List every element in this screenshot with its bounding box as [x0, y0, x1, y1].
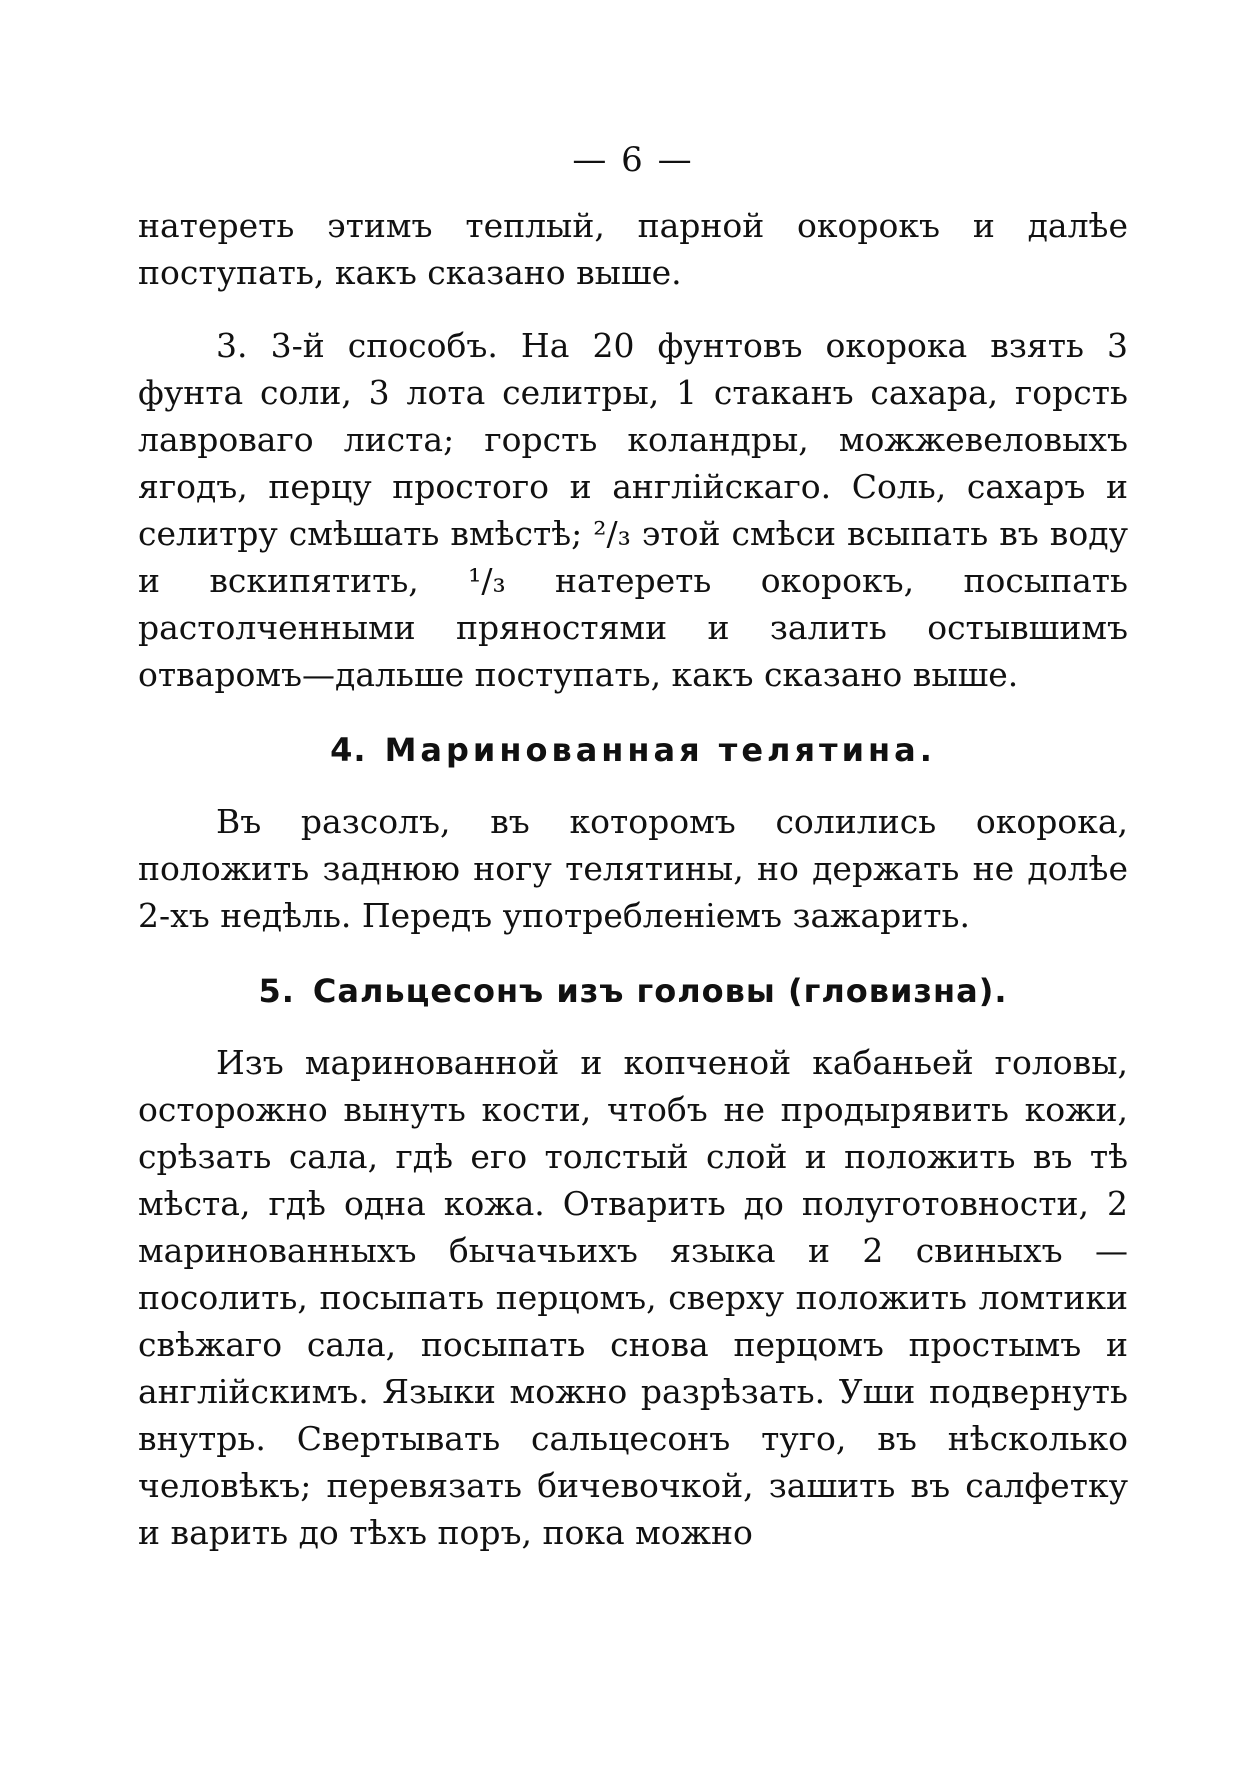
paragraph-third-method: 3. 3-й способъ. На 20 фунтовъ окорока взять 3 фунта соли, 3 лота селитры, 1 стаканъ сахара, горсть лавроваго листа; горсть коландры, можжевеловыхъ ягодъ, перцу простого и англійскаго. Соль, сахаръ и селитру смѣшать вмѣстѣ; ²/₃ этой смѣси всыпать въ воду и вскипятить, ¹/₃ натереть окорокъ, посыпать растолченными пряностями и залить остывшимъ отваромъ—дальше поступать, какъ сказано выше. — [138, 326, 1128, 694]
paragraph-continuation: натереть этимъ теплый, парной окорокъ и далѣе поступать, какъ сказано выше. — [138, 206, 1128, 292]
paragraph-marinated-veal: Въ разсолъ, въ которомъ солились окорока, положить заднюю ногу телятины, но держать не долѣе 2-хъ недѣль. Передъ употребленіемъ зажарить. — [138, 802, 1128, 935]
spacer — [138, 296, 1128, 322]
section-heading-marinated-veal — [138, 728, 1128, 772]
section-heading-head-cheese — [138, 969, 1128, 1013]
document-page — [138, 140, 1128, 1556]
section-title: Сальцесонъ изъ головы (гловизна). — [312, 972, 1008, 1010]
section-number: 5. — [258, 972, 295, 1010]
section-title: Маринованная телятина. — [384, 731, 936, 769]
page-number: — 6 — — [572, 140, 694, 180]
section-number: 4. — [330, 731, 367, 769]
paragraph-head-cheese: Изъ маринованной и копченой кабаньей головы, осторожно вынуть кости, чтобъ не продырявить кожи, срѣзать сала, гдѣ его толстый слой и положить въ тѣ мѣста, гдѣ одна кожа. Отварить до полуготовности, 2 маринованныхъ бычачьихъ языка и 2 свиныхъ —посолить, посыпать перцомъ, сверху положить ломтики свѣжаго сала, посыпать снова перцомъ простымъ и англійскимъ. Языки можно разрѣзать. Уши подвернуть внутрь. Свертывать сальцесонъ туго, въ нѣсколько человѣкъ; перевязать бичевочкой, зашить въ салфетку и варить до тѣхъ поръ, пока можно — [138, 1043, 1128, 1552]
